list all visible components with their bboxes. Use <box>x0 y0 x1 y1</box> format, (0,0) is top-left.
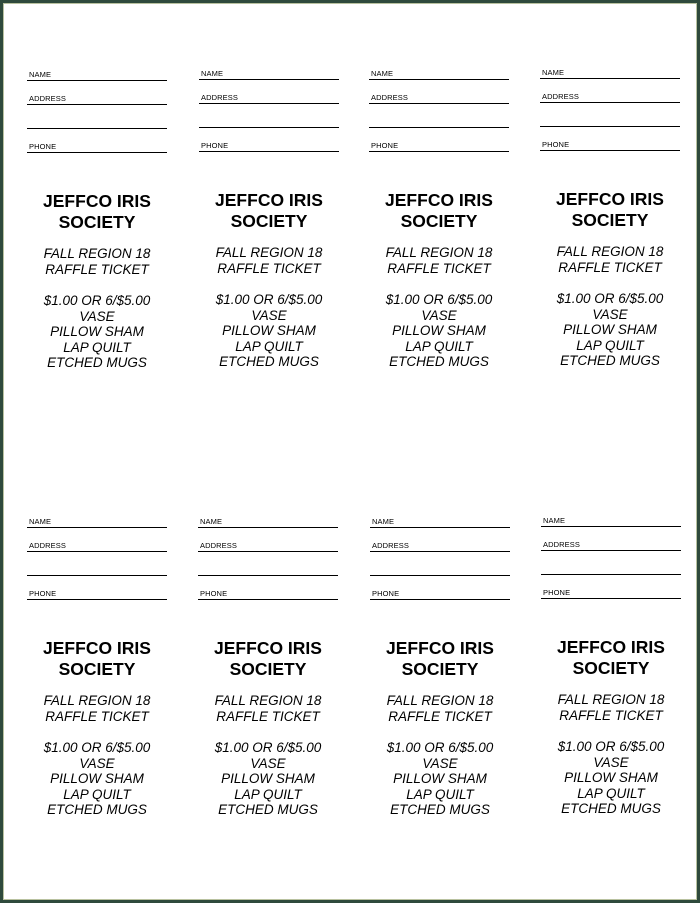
phone-field[interactable] <box>369 128 509 152</box>
price: $1.00 OR 6/$5.00 <box>386 740 494 755</box>
raffle-ticket-4 <box>540 67 680 369</box>
prize-list: $1.00 OR 6/$5.00 VASE PILLOW SHAM LAP QUILT ETCHED MUGS <box>369 292 509 370</box>
address-line-2[interactable] <box>369 104 509 128</box>
phone-label: PHONE <box>371 141 399 150</box>
name-label: NAME <box>200 517 223 526</box>
prize-list: $1.00 OR 6/$5.00 VASE PILLOW SHAM LAP QUILT ETCHED MUGS <box>540 291 680 369</box>
event-name: FALL REGION 18 RAFFLE TICKET <box>43 246 151 277</box>
phone-field[interactable] <box>370 576 510 600</box>
prize-list: $1.00 OR 6/$5.00 VASE PILLOW SHAM LAP QUILT ETCHED MUGS <box>27 740 167 818</box>
raffle-ticket-1 <box>27 69 167 371</box>
name-field[interactable] <box>540 67 680 79</box>
event-name: FALL REGION 18 RAFFLE TICKET <box>386 693 494 724</box>
address-line-2[interactable] <box>27 552 167 576</box>
address-label: ADDRESS <box>200 541 237 550</box>
price: $1.00 OR 6/$5.00 <box>557 739 665 754</box>
phone-label: PHONE <box>372 589 400 598</box>
address-label: ADDRESS <box>542 92 579 101</box>
address-field[interactable] <box>369 80 509 104</box>
phone-label: PHONE <box>29 142 57 151</box>
prize-list: $1.00 OR 6/$5.00 VASE PILLOW SHAM LAP QUILT ETCHED MUGS <box>198 740 338 818</box>
price: $1.00 OR 6/$5.00 <box>215 292 323 307</box>
prize-list: $1.00 OR 6/$5.00 VASE PILLOW SHAM LAP QUILT ETCHED MUGS <box>541 739 681 817</box>
event-name: FALL REGION 18 RAFFLE TICKET <box>43 693 151 724</box>
name-field[interactable] <box>541 515 681 527</box>
address-field[interactable] <box>199 80 339 104</box>
name-field[interactable] <box>370 516 510 528</box>
event-name: FALL REGION 18 RAFFLE TICKET <box>215 245 323 276</box>
price: $1.00 OR 6/$5.00 <box>214 740 322 755</box>
event-name: FALL REGION 18 RAFFLE TICKET <box>214 693 322 724</box>
name-label: NAME <box>543 516 566 525</box>
address-label: ADDRESS <box>371 93 408 102</box>
address-field[interactable] <box>370 528 510 552</box>
phone-field[interactable] <box>198 576 338 600</box>
address-label: ADDRESS <box>543 540 580 549</box>
ticket-title: JEFFCO IRIS SOCIETY <box>385 190 493 231</box>
name-field[interactable] <box>27 69 167 81</box>
event-name: FALL REGION 18 RAFFLE TICKET <box>557 692 665 723</box>
address-line-2[interactable] <box>199 104 339 128</box>
address-field[interactable] <box>27 528 167 552</box>
phone-field[interactable] <box>27 576 167 600</box>
ticket-title: JEFFCO IRIS SOCIETY <box>43 638 151 679</box>
name-label: NAME <box>371 69 394 78</box>
prize-list: $1.00 OR 6/$5.00 VASE PILLOW SHAM LAP QUILT ETCHED MUGS <box>27 293 167 371</box>
ticket-title: JEFFCO IRIS SOCIETY <box>214 638 322 679</box>
prize-list: $1.00 OR 6/$5.00 VASE PILLOW SHAM LAP QUILT ETCHED MUGS <box>199 292 339 370</box>
phone-label: PHONE <box>201 141 229 150</box>
raffle-ticket-3 <box>369 68 509 370</box>
phone-field[interactable] <box>541 575 681 599</box>
address-field[interactable] <box>541 527 681 551</box>
phone-field[interactable] <box>27 129 167 153</box>
name-field[interactable] <box>369 68 509 80</box>
phone-label: PHONE <box>542 140 570 149</box>
event-name: FALL REGION 18 RAFFLE TICKET <box>556 244 664 275</box>
raffle-ticket-5 <box>27 516 167 818</box>
ticket-title: JEFFCO IRIS SOCIETY <box>557 637 665 678</box>
address-line-2[interactable] <box>540 103 680 127</box>
price: $1.00 OR 6/$5.00 <box>556 291 664 306</box>
address-line-2[interactable] <box>541 551 681 575</box>
name-label: NAME <box>29 517 52 526</box>
phone-label: PHONE <box>543 588 571 597</box>
ticket-title: JEFFCO IRIS SOCIETY <box>43 191 151 232</box>
name-field[interactable] <box>198 516 338 528</box>
name-label: NAME <box>372 517 395 526</box>
address-label: ADDRESS <box>29 94 66 103</box>
address-label: ADDRESS <box>29 541 66 550</box>
address-field[interactable] <box>198 528 338 552</box>
phone-label: PHONE <box>29 589 57 598</box>
price: $1.00 OR 6/$5.00 <box>385 292 493 307</box>
address-label: ADDRESS <box>372 541 409 550</box>
name-field[interactable] <box>199 68 339 80</box>
event-name: FALL REGION 18 RAFFLE TICKET <box>385 245 493 276</box>
ticket-title: JEFFCO IRIS SOCIETY <box>215 190 323 231</box>
name-label: NAME <box>201 69 224 78</box>
raffle-ticket-7 <box>370 516 510 818</box>
address-line-2[interactable] <box>27 105 167 129</box>
ticket-title: JEFFCO IRIS SOCIETY <box>556 189 664 230</box>
price: $1.00 OR 6/$5.00 <box>43 740 151 755</box>
ticket-title: JEFFCO IRIS SOCIETY <box>386 638 494 679</box>
address-label: ADDRESS <box>201 93 238 102</box>
address-line-2[interactable] <box>370 552 510 576</box>
name-label: NAME <box>542 68 565 77</box>
address-field[interactable] <box>540 79 680 103</box>
prize-list: $1.00 OR 6/$5.00 VASE PILLOW SHAM LAP QUILT ETCHED MUGS <box>370 740 510 818</box>
phone-field[interactable] <box>199 128 339 152</box>
price: $1.00 OR 6/$5.00 <box>43 293 151 308</box>
phone-label: PHONE <box>200 589 228 598</box>
raffle-ticket-2 <box>199 68 339 370</box>
address-line-2[interactable] <box>198 552 338 576</box>
name-field[interactable] <box>27 516 167 528</box>
raffle-ticket-8 <box>541 515 681 817</box>
phone-field[interactable] <box>540 127 680 151</box>
raffle-ticket-6 <box>198 516 338 818</box>
name-label: NAME <box>29 70 52 79</box>
address-field[interactable] <box>27 81 167 105</box>
